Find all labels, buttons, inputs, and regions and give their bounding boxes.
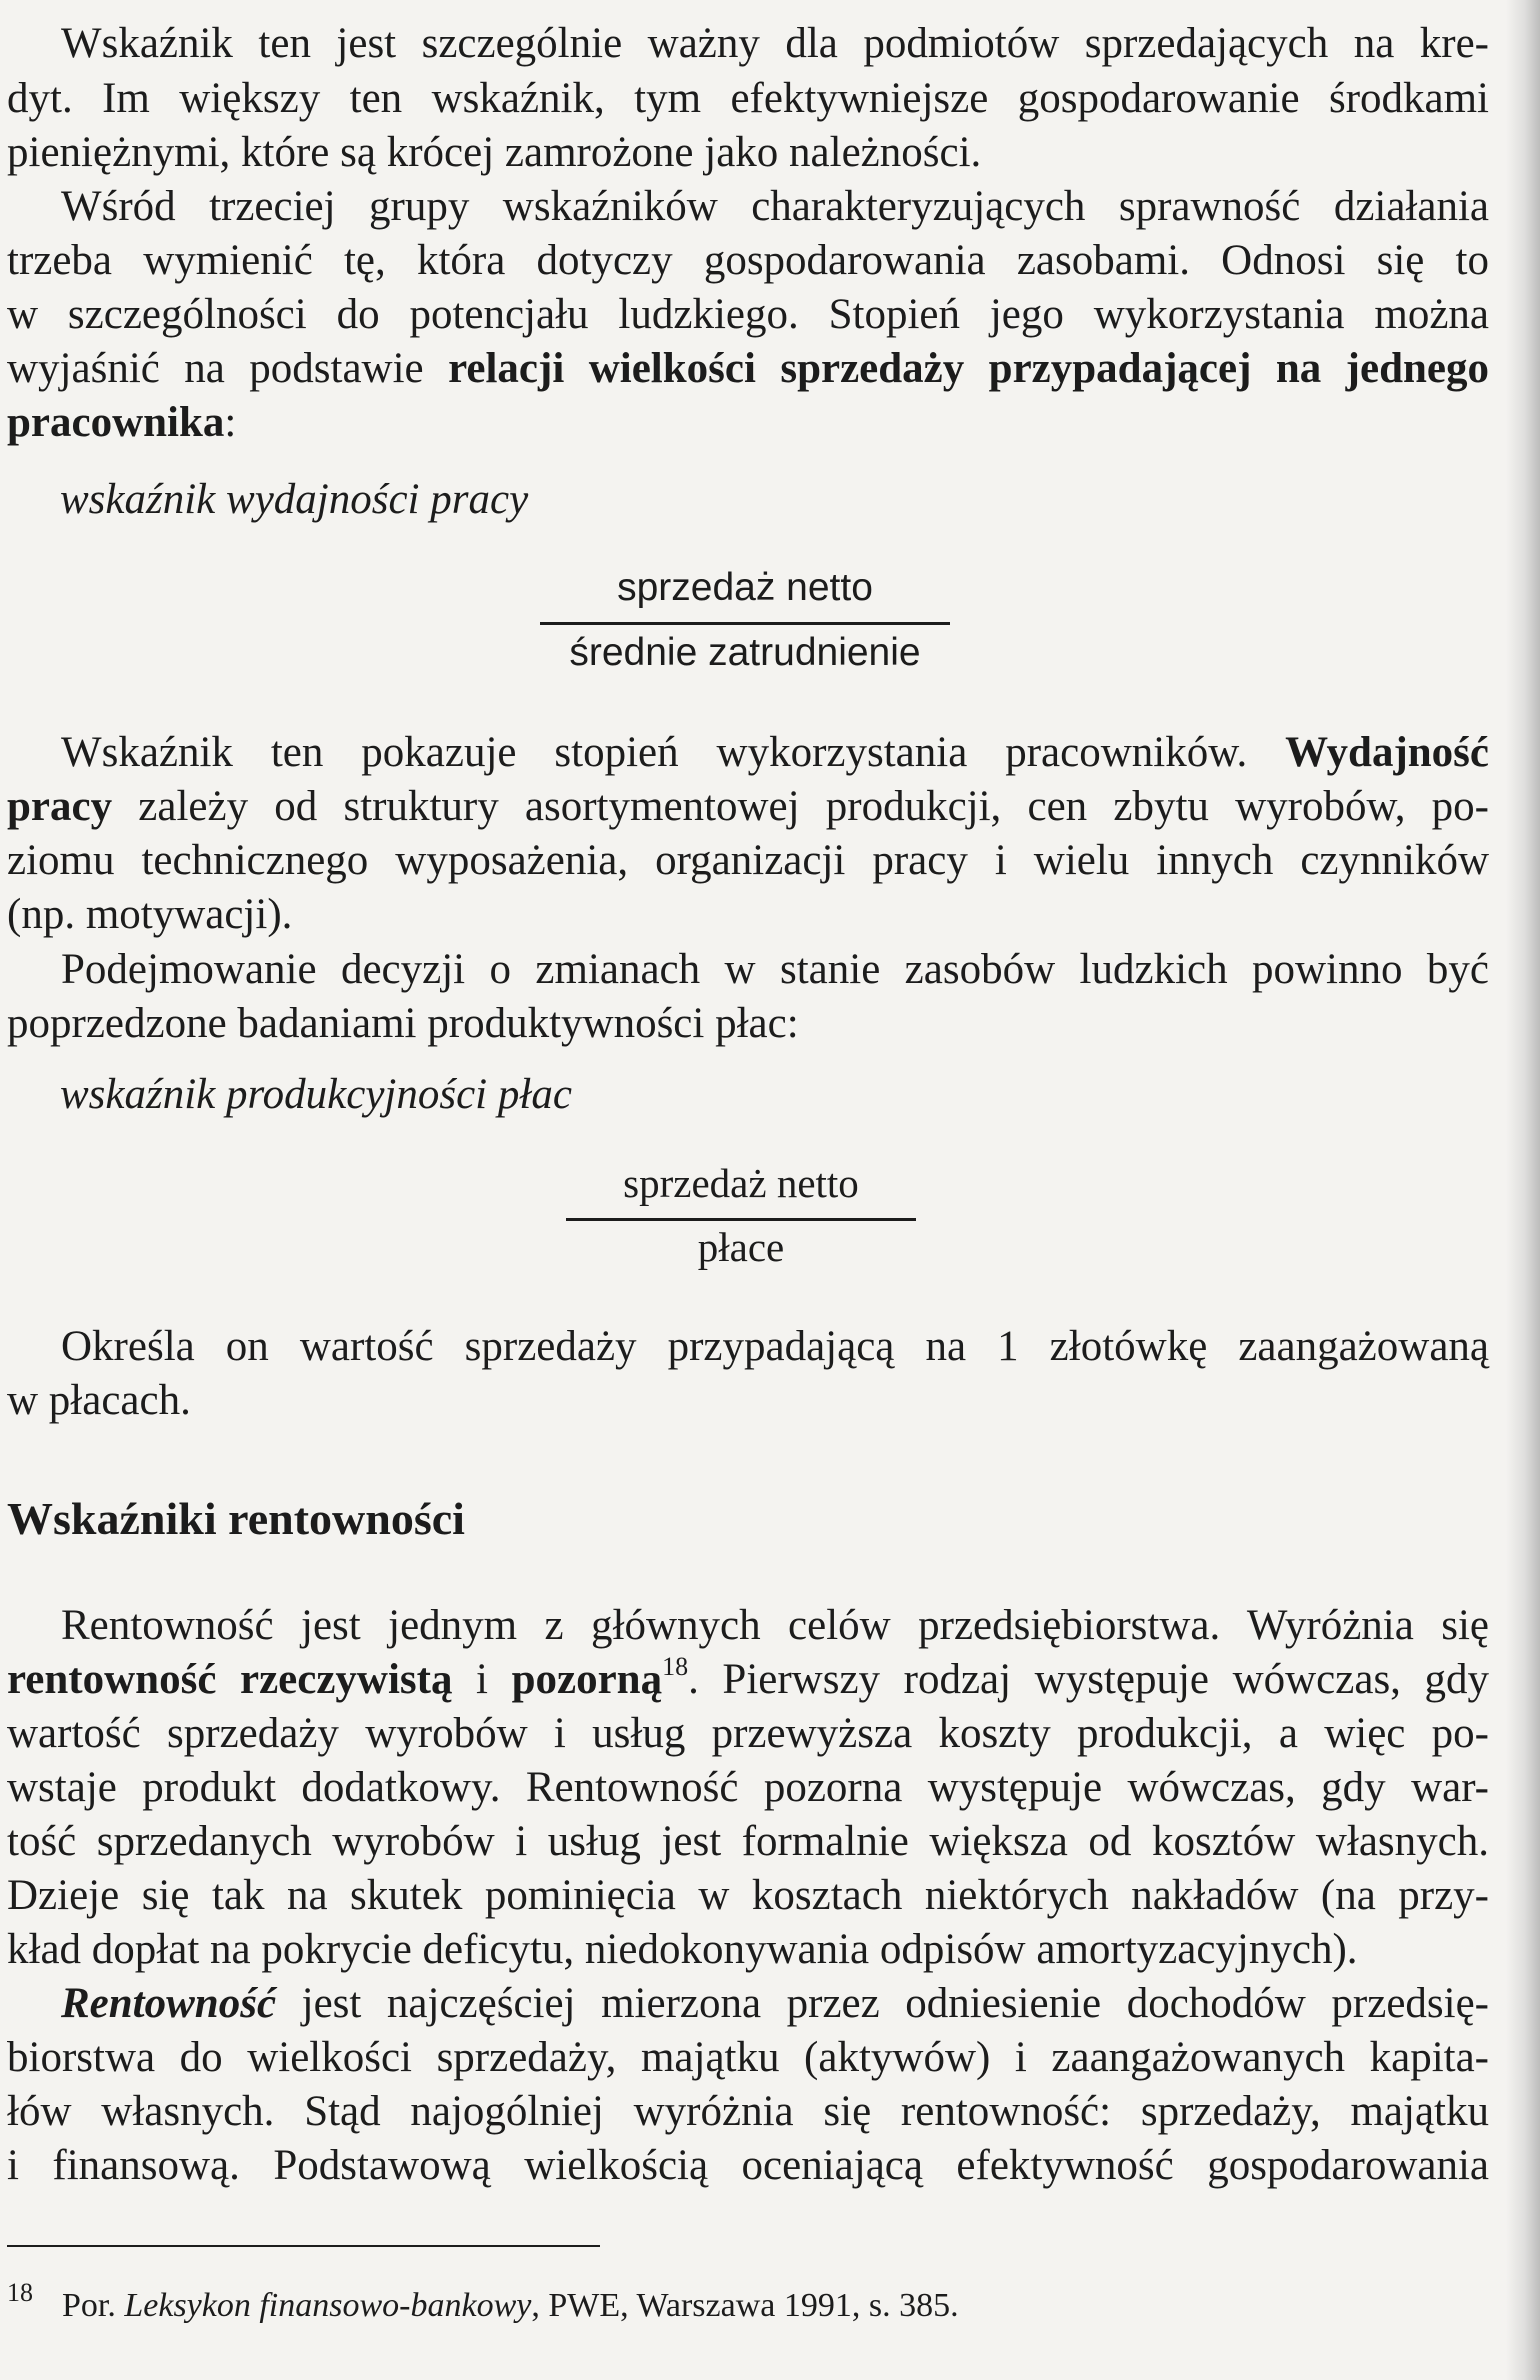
text-line: w płacach. (7, 1377, 191, 1424)
text-run: i (452, 1656, 512, 1703)
text-line: pieniężnymi, które są krócej zamrożone jako należności. (7, 129, 982, 176)
text-run: jest najczęściej mierzona przez odniesienie dochodów przedsię- (276, 1980, 1489, 2027)
bold-term: rentowność rzeczywistą (7, 1656, 453, 1703)
text-run: Wskaźnik ten pokazuje stopień wykorzystania pracowników. (61, 729, 1286, 776)
text-line: wstaje produkt dodatkowy. Rentowność pozorna występuje wówczas, gdy war- (7, 1764, 1489, 1811)
text-run: . Pierwszy rodzaj występuje wówczas, gdy (688, 1656, 1489, 1703)
text-line: tość sprzedanych wyrobów i usług jest formalnie większa od kosztów własnych. (7, 1818, 1489, 1865)
text-line: Podejmowanie decyzji o zmianach w stanie zasobów ludzkich powinno być (61, 946, 1489, 993)
text-run: Por. (62, 2287, 125, 2324)
footnote-ref[interactable]: 18 (662, 1652, 689, 1681)
formula-denominator: średnie zatrudnienie (569, 631, 921, 674)
text-run: : (224, 399, 237, 446)
formula-label: wskaźnik wydajności pracy (60, 476, 529, 523)
footnote-number: 18 (7, 2278, 33, 2307)
text-line: kład dopłat na pokrycie deficytu, niedokonywania odpisów amortyzacyjnych). (7, 1926, 1358, 1973)
formula-label: wskaźnik produkcyjności płac (60, 1071, 572, 1118)
bold-term: relacji wielkości sprzedaży przypadającej na jednego (448, 345, 1489, 392)
footnote-text (62, 2284, 959, 2328)
bold-term: pracownika (7, 399, 225, 446)
formula-numerator: sprzedaż netto (617, 566, 873, 609)
page-edge-shadow (1506, 0, 1540, 2380)
bold-term: pracy (7, 783, 113, 830)
section-heading: Wskaźniki rentowności (7, 1493, 465, 1544)
text-line: w szczególności do potencjału ludzkiego. Stopień jego wykorzystania można (7, 291, 1489, 338)
text-run: zależy od struktury asortymentowej produkcji, cen zbytu wyrobów, po- (112, 783, 1489, 830)
bold-term: Wydajność (1285, 729, 1489, 776)
text-line (7, 396, 1489, 450)
bold-term: pozorną (511, 1656, 663, 1703)
text-line: wartość sprzedaży wyrobów i usług przewyższa koszty produkcji, a więc po- (7, 1710, 1489, 1757)
text-line: Określa on wartość sprzedaży przypadającą na 1 złotówkę zaangażowaną (61, 1323, 1489, 1370)
text-line: ziomu technicznego wyposażenia, organizacji pracy i wielu innych czynników (7, 837, 1489, 884)
text-line (7, 342, 1489, 396)
text-run: , PWE, Warszawa 1991, s. 385. (531, 2287, 959, 2324)
text-line (61, 726, 1489, 780)
text-line: dyt. Im większy ten wskaźnik, tym efektywniejsze gospodarowanie środkami (7, 75, 1489, 122)
text-line (7, 17, 1489, 71)
text-line: Dzieje się tak na skutek pominięcia w kosztach niektórych nakładów (na przy- (7, 1872, 1489, 1919)
text-run: wyjaśnić na podstawie (7, 345, 449, 392)
text-line: biorstwa do wielkości sprzedaży, majątku (aktywów) i zaangażowanych kapita- (7, 2034, 1489, 2081)
text-line: Rentowność jest jednym z głównych celów przedsiębiorstwa. Wyróżnia się (61, 1602, 1489, 1649)
text-line (61, 1977, 1489, 2031)
fraction-bar (566, 1218, 916, 1221)
text-line: trzeba wymienić tę, która dotyczy gospodarowania zasobami. Odnosi się to (7, 237, 1489, 284)
text-line: łów własnych. Stąd najogólniej wyróżnia się rentowność: sprzedaży, majątku (7, 2088, 1489, 2135)
bold-italic-term: Rentowność (61, 1980, 277, 2027)
text-line: i finansową. Podstawową wielkością oceniającą efektywność gospodarowania (7, 2142, 1489, 2189)
text-line: Wśród trzeciej grupy wskaźników charakteryzujących sprawność działania (61, 183, 1489, 230)
text-line-content: Wskaźnik ten jest szczególnie ważny dla podmiotów sprzedających na kre- (61, 20, 1489, 67)
text-line: poprzedzone badaniami produktywności płac: (7, 1000, 799, 1047)
formula-numerator: sprzedaż netto (623, 1160, 859, 1206)
cited-title: Leksykon finansowo-bankowy (124, 2287, 532, 2324)
text-line (7, 780, 1489, 834)
fraction-bar (540, 622, 950, 625)
text-line (7, 1653, 1489, 1707)
text-line: (np. motywacji). (7, 891, 293, 938)
footnote-rule (7, 2245, 600, 2247)
formula-denominator: płace (697, 1224, 785, 1270)
